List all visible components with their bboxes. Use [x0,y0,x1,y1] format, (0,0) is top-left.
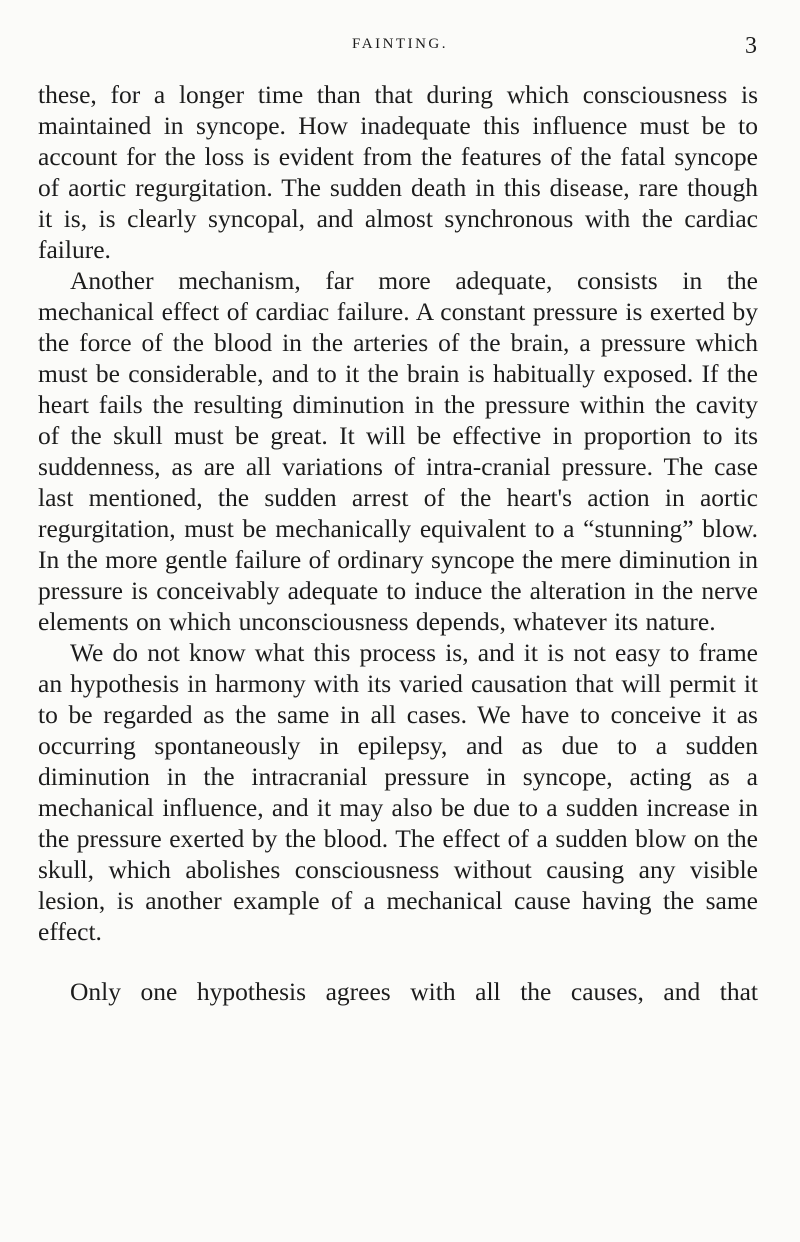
running-head [0,34,800,58]
running-title: FAINTING. [352,36,448,52]
body-text [38,79,758,1007]
paragraph-final-line: Only one hypothesis agrees with all the causes, and that [70,977,758,1006]
paragraph-hypothesis: We do not know what this process is, and it is not easy to frame an hypothesis in harmony with its varied causation that will permit it to be regarded as the same in all cases. We have to conceive it as occurring spontaneously in epilepsy, and as due to a sudden diminution in the intracranial pressure in syncope, acting as a mechanical influence, and it may also be due to a sudden increase in the pressure exerted by the blood. The effect of a sudden blow on the skull, which abolishes consciousness without causing any visible lesion, is another example of a mechanical cause having the same effect. [38,638,758,946]
paragraph-continued: these, for a longer time than that during which consciousness is maintained in syncope. How inadequate this influence must be to account for the loss is evident from the features of the fatal syncope of aortic regurgitation. The sudden death in this disease, rare though it is, is clearly syncopal, and almost synchronous with the cardiac failure. [38,80,758,264]
page-number: 3 [745,33,757,59]
paragraph-mechanism: Another mechanism, far more adequate, consists in the mechanical effect of cardiac failure. A constant pressure is exerted by the force of the blood in the arteries of the brain, a pressure which must be considerable, and to it the brain is habitually exposed. If the heart fails the resulting diminution in the pressure within the cavity of the skull must be great. It will be effective in proportion to its suddenness, as are all variations of intra-cranial pressure. The case last mentioned, the sudden arrest of the heart's action in aortic regurgitation, must be mechanically equivalent to a “stunning” blow. In the more gentle failure of ordinary syncope the mere diminution in pressure is conceivably adequate to induce the alteration in the nerve elements on which unconsciousness depends, whatever its nature. [38,266,758,636]
